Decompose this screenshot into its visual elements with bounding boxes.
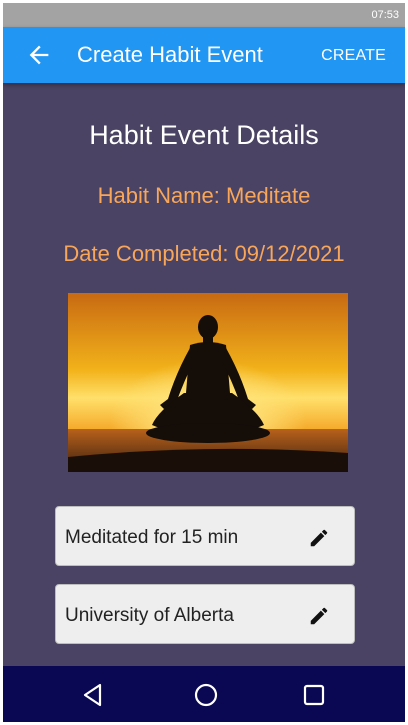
page-heading: Habit Event Details (89, 120, 319, 150)
arrow-back-icon[interactable] (25, 41, 53, 69)
date-completed-label: Date Completed: 09/12/2021 (63, 241, 345, 266)
pencil-icon[interactable] (308, 527, 330, 549)
app-bar-title: Create Habit Event (77, 42, 263, 67)
description-text: Meditated for 15 min (65, 527, 239, 548)
triangle-back-icon[interactable] (80, 682, 106, 708)
description-card[interactable] (55, 506, 355, 566)
square-recents-icon[interactable] (301, 682, 327, 708)
create-button[interactable]: CREATE (321, 47, 386, 64)
status-bar (3, 3, 405, 27)
status-time: 07:53 (371, 9, 399, 21)
location-card[interactable] (55, 584, 355, 644)
phone-screen (3, 3, 405, 722)
habit-event-photo[interactable] (68, 293, 348, 472)
navigation-bar (3, 666, 405, 722)
location-text: University of Alberta (65, 605, 234, 626)
circle-home-icon[interactable] (193, 682, 219, 708)
app-bar (3, 27, 405, 83)
pencil-icon[interactable] (308, 605, 330, 627)
habit-name-label: Habit Name: Meditate (97, 183, 311, 208)
